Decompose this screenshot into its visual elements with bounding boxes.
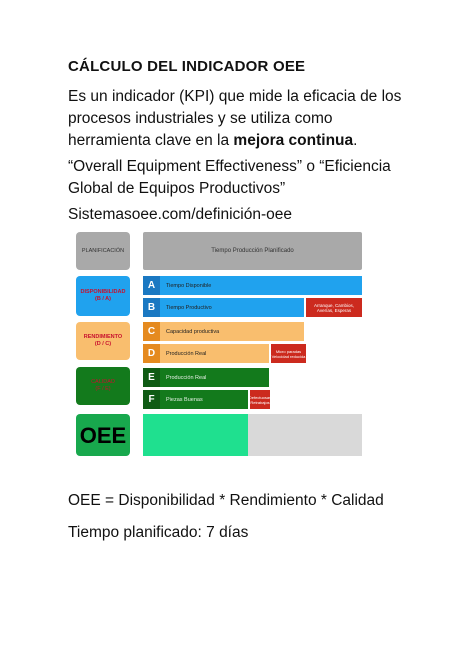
planned-time-line: Tiempo planificado: 7 días [68, 524, 249, 541]
bar-letter: C [143, 322, 160, 341]
calidad-formula: (F / E) [95, 386, 111, 392]
bar-letter: A [143, 276, 160, 295]
calidad-box [76, 367, 130, 405]
bar-produccion-real-d [143, 344, 269, 363]
planificacion-box [76, 232, 130, 270]
planificacion-label: PLANIFICACIÓN [81, 247, 125, 254]
bar-label: Producción Real [166, 374, 207, 381]
performance-loss: Micro paradas Velocidad reducida [271, 344, 306, 363]
oee-fill [143, 414, 248, 456]
bar-label: Tiempo Disponible [166, 282, 212, 289]
availability-loss: Arranque, Cambios, Averías, Esperas [306, 298, 362, 317]
oee-box [76, 414, 130, 456]
source-line: Sistemasoee.com/definición-oee [68, 206, 293, 223]
quality-loss: Defectuosas Retrabajos [250, 390, 270, 409]
rendimiento-box [76, 322, 130, 360]
bar-tiempo-productivo [143, 298, 304, 317]
bar-tiempo-disponible [143, 276, 362, 295]
oee-label: OEE [79, 422, 127, 448]
bar-piezas-buenas [143, 390, 248, 409]
bar-label: Capacidad productiva [166, 328, 220, 335]
oee-bar [143, 414, 362, 456]
intro-end-text: . [353, 132, 358, 149]
document-title: CÁLCULO DEL INDICADOR OEE [68, 58, 306, 75]
bar-label: Producción Real [166, 350, 207, 357]
bar-letter: D [143, 344, 160, 363]
rendimiento-label: RENDIMIENTO [83, 334, 123, 340]
disponibilidad-formula: (B / A) [94, 296, 111, 302]
intro-paragraph [68, 86, 408, 152]
planned-time-label: Tiempo Producción Planificado [211, 248, 294, 254]
calidad-label: CALIDAD [91, 379, 115, 385]
intro-bold-text: mejora continua [233, 132, 354, 149]
bar-letter: B [143, 298, 160, 317]
disponibilidad-box [76, 276, 130, 316]
disponibilidad-label: DISPONIBILIDAD [80, 289, 126, 295]
rendimiento-formula: (D / C) [94, 341, 112, 347]
bar-produccion-real-e [143, 368, 269, 387]
planned-time-bar [143, 232, 362, 270]
bar-letter: F [143, 390, 160, 409]
quote-paragraph: “Overall Equipment Effectiveness” o “Eficiencia Global de Equipos Productivos” [68, 158, 391, 197]
bar-capacidad-productiva [143, 322, 304, 341]
bar-letter: E [143, 368, 160, 387]
bar-label: Piezas Buenas [166, 396, 203, 403]
intro-text: Es un indicador (KPI) que mide la eficacia de los procesos industriales y se utiliza como herramienta clave en la [68, 88, 402, 149]
bar-label: Tiempo Productivo [166, 304, 212, 311]
formula-line: OEE = Disponibilidad * Rendimiento * Calidad [68, 492, 384, 509]
